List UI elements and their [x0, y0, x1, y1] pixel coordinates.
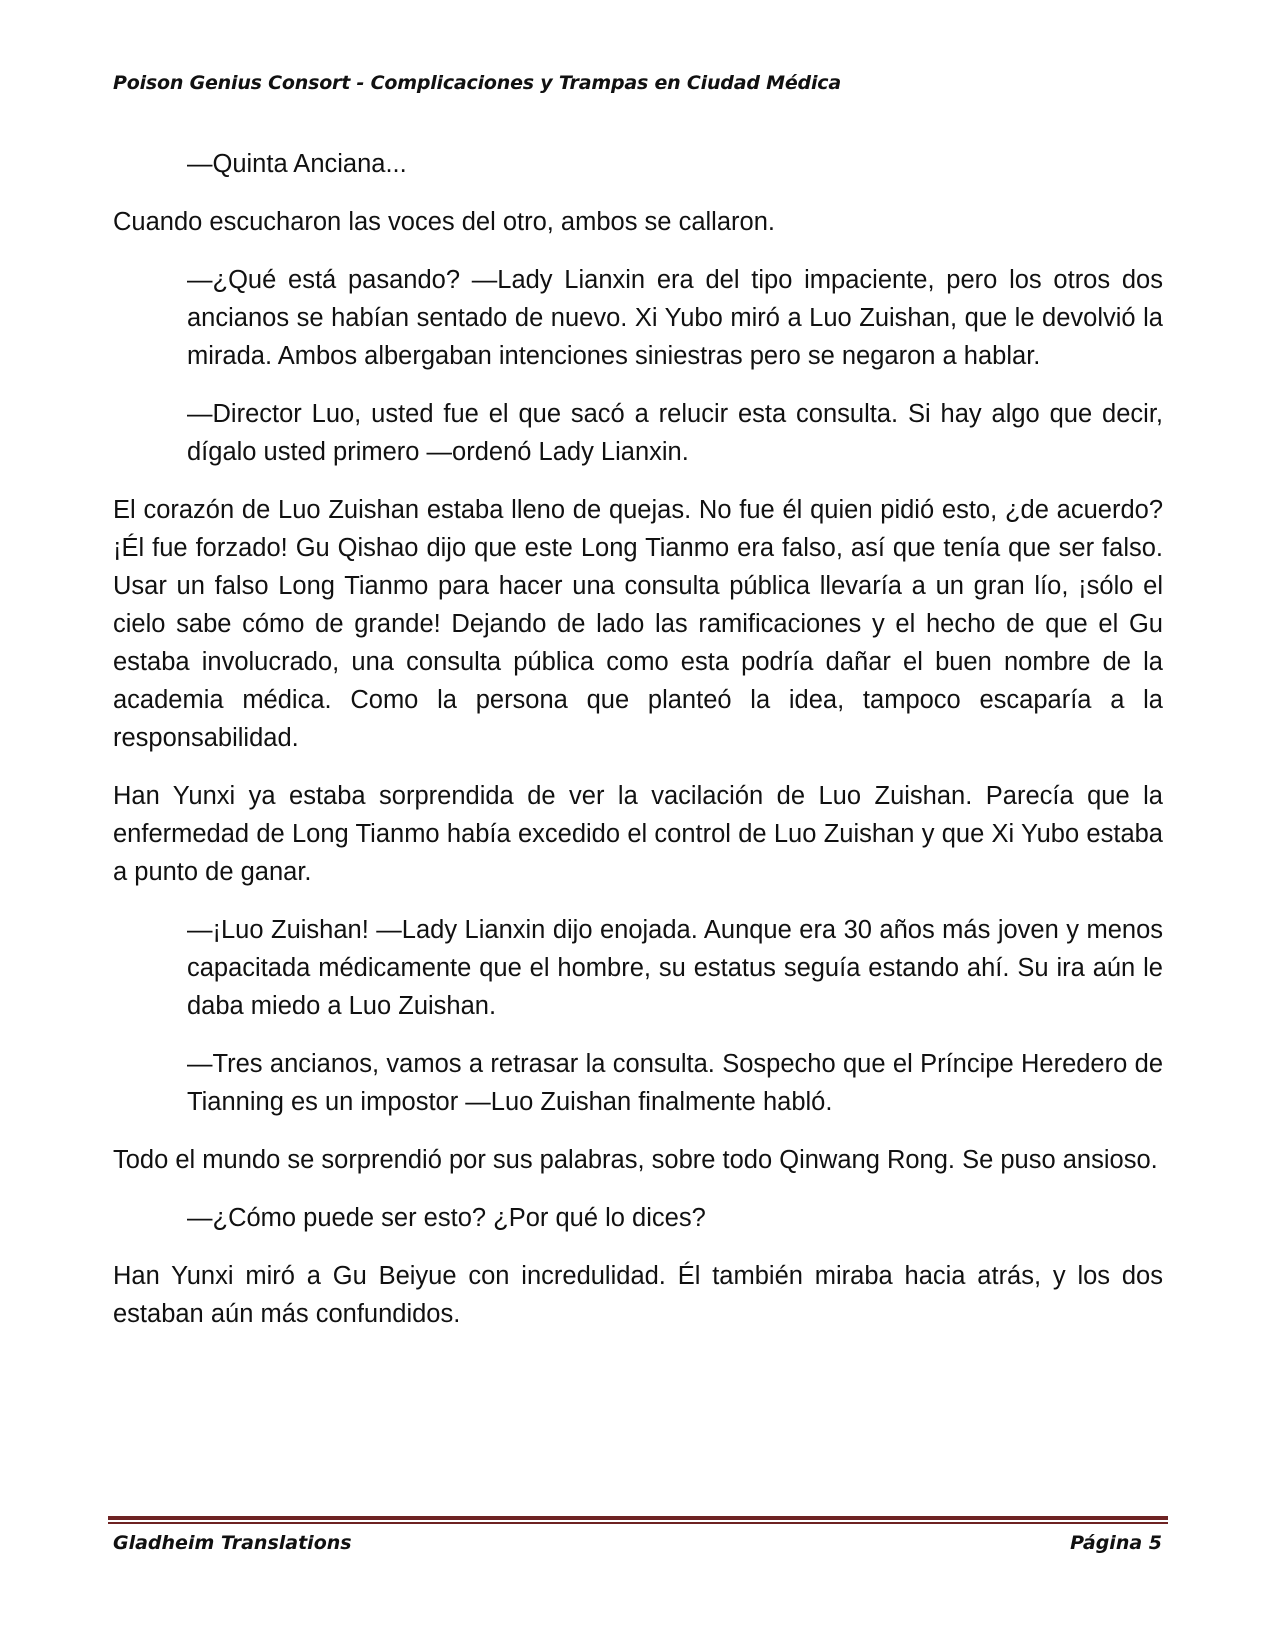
page-number: Página 5 [1070, 1532, 1162, 1554]
paragraph: —¡Luo Zuishan! —Lady Lianxin dijo enojada. Aunque era 30 años más joven y menos capacitada médicamente que el hombre, su estatus seguía estando ahí. Su ira aún le daba miedo a Luo Zuishan. [187, 916, 1163, 1020]
page-header-title: Poison Genius Consort - Complicaciones y Trampas en Ciudad Médica [113, 72, 841, 94]
paragraph: Han Yunxi ya estaba sorprendida de ver la vacilación de Luo Zuishan. Parecía que la enfermedad de Long Tianmo había excedido el control de Luo Zuishan y que Xi Yubo estaba a punto de ganar. [113, 782, 1163, 886]
paragraph: Han Yunxi miró a Gu Beiyue con incredulidad. Él también miraba hacia atrás, y los dos estaban aún más confundidos. [113, 1262, 1163, 1328]
paragraph: Todo el mundo se sorprendió por sus palabras, sobre todo Qinwang Rong. Se puso ansioso. [113, 1146, 1158, 1174]
paragraph: —Quinta Anciana... [187, 150, 407, 178]
paragraph: El corazón de Luo Zuishan estaba lleno de quejas. No fue él quien pidió esto, ¿de acuerdo? ¡Él fue forzado! Gu Qishao dijo que este Long Tianmo era falso, así que tenía que ser falso. Usar un falso Long Tianmo para hacer una consulta pública llevaría a un gran lío, ¡sólo el cielo sabe cómo de grande! Dejando de lado las ramificaciones y el hecho de que el Gu estaba involucrado, una consulta pública como esta podría dañar el buen nombre de la academia médica. Como la persona que planteó la idea, tampoco escaparía a la responsabilidad. [113, 496, 1163, 752]
paragraph: —¿Qué está pasando? —Lady Lianxin era del tipo impaciente, pero los otros dos ancianos se habían sentado de nuevo. Xi Yubo miró a Luo Zuishan, que le devolvió la mirada. Ambos albergaban intenciones siniestras pero se negaron a hablar. [187, 266, 1163, 370]
paragraph: Cuando escucharon las voces del otro, ambos se callaron. [113, 208, 775, 236]
paragraph: —Tres ancianos, vamos a retrasar la consulta. Sospecho que el Príncipe Heredero de Tianning es un impostor —Luo Zuishan finalmente habló. [187, 1050, 1163, 1116]
footer-credit: Gladheim Translations [113, 1532, 352, 1554]
footer-divider [108, 1516, 1168, 1520]
paragraph: —Director Luo, usted fue el que sacó a relucir esta consulta. Si hay algo que decir, dígalo usted primero —ordenó Lady Lianxin. [187, 400, 1163, 466]
document-body [113, 145, 1163, 1353]
footer-divider-thin [108, 1522, 1168, 1524]
paragraph: —¿Cómo puede ser esto? ¿Por qué lo dices? [187, 1204, 706, 1232]
